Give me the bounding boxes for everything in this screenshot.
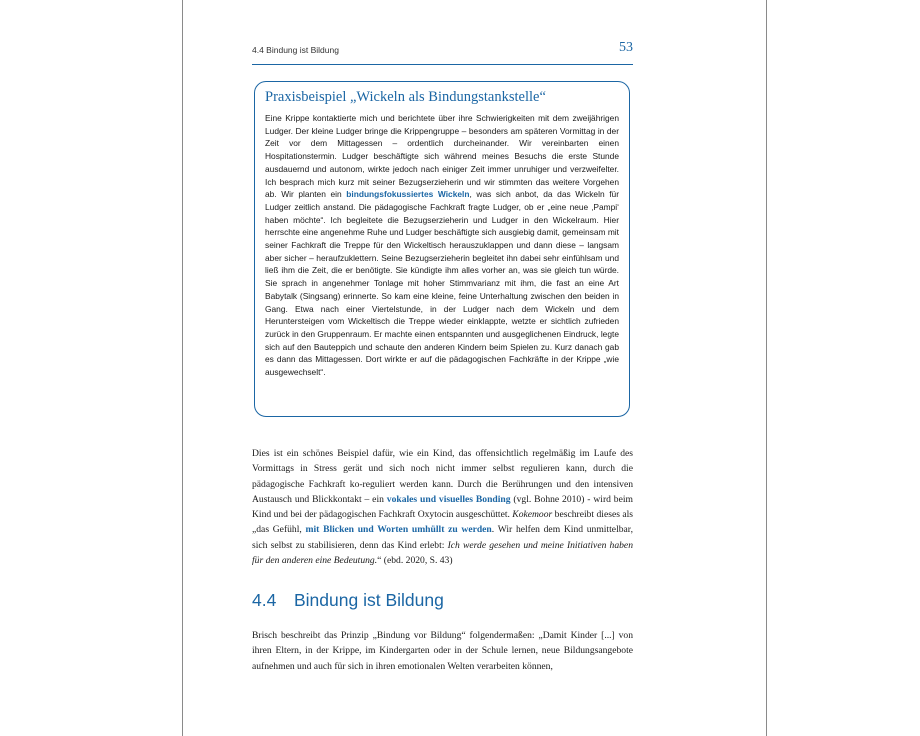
practice-text-part-1: Eine Krippe kontaktierte mich und berichtete über ihre Schwierigkeiten mit dem zweijährigen Ludger. Der kleine Ludger bringe die Krippengruppe – besonders am späteren Vormittag in der Zeit vor dem Mittagessen – ordentlich durcheinander. Wir vereinbarten einen Hospitationstermin. Ludger beschäftigte sich während meines Besuchs die erste Stunde ausdauernd und autonom, wirkte jedoch nach einiger Zeit immer unruhiger und verzweifelter. Ich besprach mich kurz mit seiner Bezugserzieherin und wir stimmten das weitere Vorgehen ab. Wir planten ein xyxy=(265,113,619,200)
page-number: 53 xyxy=(619,40,633,55)
body-paragraph-1 xyxy=(252,446,633,568)
para1-text-1: Dies ist ein schönes Beispiel dafür, wie ein Kind, das offensichtlich regelmäßig im Laufe des Vormittags in Stress gerät und sich noch nicht immer selbst regulieren kann, durch die pädagogische Fachkraft ko-reguliert werden kann. Durch die Berührungen und den intensiven Austausch und Blickkontakt – ein xyxy=(252,448,633,505)
body-paragraph-2: Brisch beschreibt das Prinzip „Bindung vor Bildung“ folgendermaßen: „Damit Kinder [...] von ihren Eltern, in der Krippe, im Kindergarten oder in der Schule lernen, neue Bildungsangebote aufnehmen und auch für sich in ihren emotionalen Welten verarbeiten können, xyxy=(252,630,633,672)
practice-text-part-2: , was sich anbot, da das Wickeln für Ludger zeitlich anstand. Die pädagogische Fachkraft fragte Ludger, ob er „eine neue ‚Pampi‘ haben möchte“. Ich begleitete die Bezugserzieherin und Ludger in den Wickelraum. Hier herrschte eine angenehme Ruhe und Ludger beschäftigte sich ausgiebig damit, gemeinsam mit seiner Fachkraft die Treppe für den Wickeltisch herauszuklappen und dann diese – langsam aber sicher – heraufzuklettern. Seine Bezugserzieherin begleitet ihn dabei sehr einfühlsam und ließ ihm die Zeit, die er benötigte. Sie kündigte ihm alles vorher an, was sie gleich tun würde. Sie sprach in angenehmer Tonlage mit hoher Stimmvarianz mit ihm, die fast an eine Art Babytalk (Singsang) erinnerte. So kam eine kleine, feine Unterhaltung zwischen den beiden in Gang. Etwa nach einer Viertelstunde, in der Ludger nach dem Wickeln und dem Heruntersteigen vom Wickeltisch die Treppe wieder einklappte, wetzte er sichtlich zufrieden zurück in den Gruppenraum. Er machte einen entspannten und ausgeglichenen Eindruck, legte sich auf den Bauteppich und schaute den anderen Kindern beim Spielen zu. Kurz danach gab es dann das Mittagessen. Dort wirkte er auf die pädagogischen Fachkräfte in der Krippe „wie ausgewechselt“. xyxy=(265,189,619,378)
para1-text-3: beschreibt dieses als „das Gefühl, xyxy=(252,509,633,536)
practice-example-text xyxy=(265,112,619,379)
para1-text-2: (vgl. Bohne 2010) - wird beim Kind und bei der pädagogischen Fachkraft Oxytocin ausgeschüttet. xyxy=(252,493,633,521)
para1-text-5: “ (ebd. 2020, S. 43) xyxy=(377,555,453,567)
para1-highlight-bonding: vokales und visuelles Bonding xyxy=(386,493,511,505)
section-title: Bindung ist Bildung xyxy=(294,590,444,610)
section-heading xyxy=(252,590,444,611)
para1-author: Kokemoor xyxy=(512,509,553,521)
para1-quote: Ich werde gesehen und meine Initiativen haben für den anderen eine Bedeutung. xyxy=(252,539,633,567)
practice-highlight: bindungsfokussiertes Wickeln xyxy=(346,189,470,200)
practice-example-title: Praxisbeispiel „Wickeln als Bindungstankstelle“ xyxy=(265,89,546,105)
header-rule xyxy=(252,64,633,65)
para1-highlight-umhuellt: mit Blicken und Worten umhüllt zu werden xyxy=(305,524,492,536)
para1-text-4: . Wir helfen dem Kind unmittelbar, sich selbst zu stabilisieren, denn das Kind erlebt: xyxy=(252,524,633,551)
running-head: 4.4 Bindung ist Bildung xyxy=(252,45,339,55)
section-number: 4.4 xyxy=(252,590,277,610)
